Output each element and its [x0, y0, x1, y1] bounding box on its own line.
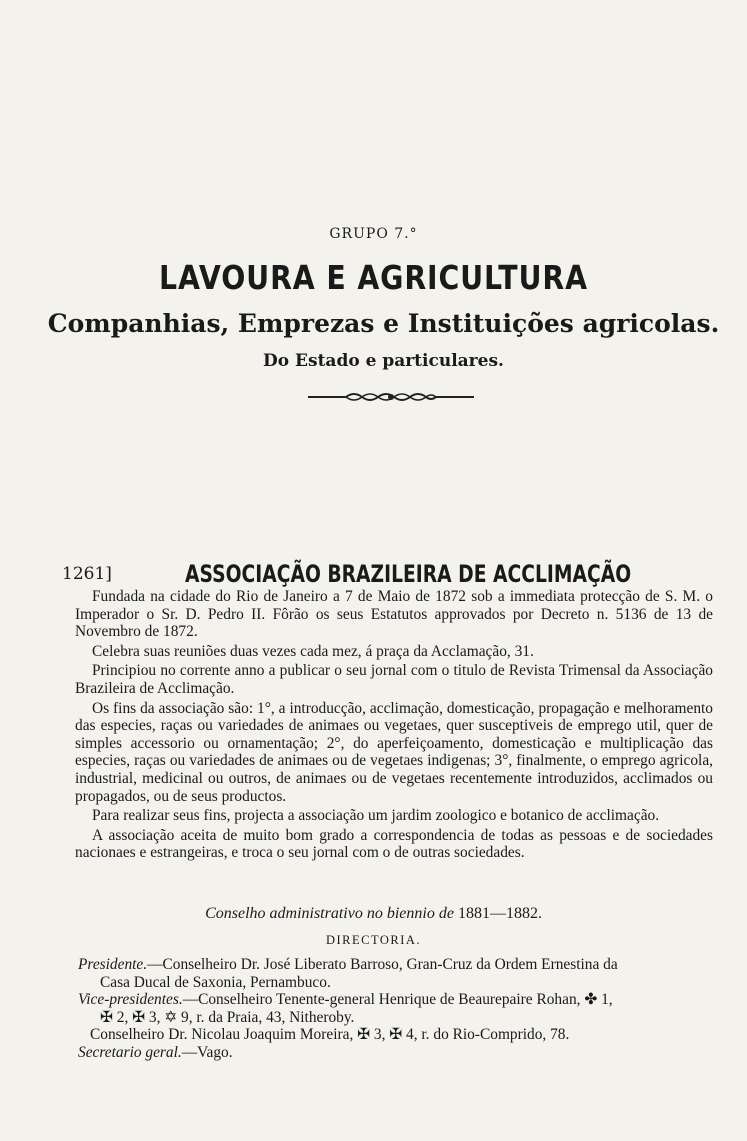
roster-line [78, 1026, 714, 1044]
roster-line [78, 1009, 714, 1027]
directoria-heading: DIRECTORIA. [325, 933, 422, 947]
section-title: LAVOURA E AGRICULTURA [159, 258, 588, 297]
roster-label: Vice-presidentes. [78, 991, 183, 1008]
entry-number: 1261] [62, 564, 112, 584]
paragraph-aims: Os fins da associação são: 1°, a introducção, acclimação, domesticação, propagação e melhoramento das especies, raças ou variedades de animaes ou vegetaes, quer susceptiveis de emprego util, quer de simples accessorio ou ornamentação; 2°, do aperfeiçoamento, domesticação e multiplicação das especies, raças ou variedades de animaes ou de vegetaes indigenas; 3°, finalmente, o emprego agricola, industrial, medicinal ou outros, de animaes ou de vegetaes recentemente introduzidos, acclimados ou propagados, ou de seus productos. [75, 699, 713, 805]
council-label: Conselho administrativo no biennio de [205, 905, 454, 922]
roster-line [78, 1044, 714, 1062]
entry-heading: ASSOCIAÇÃO BRAZILEIRA DE ACCLIMAÇÃO [185, 560, 632, 588]
roster-line [78, 956, 714, 974]
roster-label: Secretario geral. [78, 1043, 182, 1061]
roster-line [78, 974, 714, 992]
section-subtitle: Companhias, Emprezas e Instituições agricolas. [47, 309, 720, 338]
group-label: GRUPO 7.° [329, 226, 418, 242]
roster-text: Casa Ducal de Saxonia, Pernambuco. [100, 973, 331, 991]
roster-text: ✠ 2, ✠ 3, ✡ 9, r. da Praia, 43, Nitheroby. [100, 1008, 355, 1026]
council-heading [0, 905, 747, 923]
entry-body [75, 588, 713, 864]
roster-text: Conselheiro Dr. Nicolau Joaquim Moreira, ✠ 3, ✠ 4, r. do Rio-Comprido, 78. [90, 1026, 570, 1043]
paragraph-journal: Principiou no corrente anno a publicar o seu jornal com o titulo de Revista Trimensal da Associação Brazileira de Acclimação. [75, 662, 713, 697]
paragraph-foundation: Fundada na cidade do Rio de Janeiro a 7 de Maio de 1872 sob a immediata protecção de S. M. o Imperador o Sr. D. Pedro II. Fôrão os seus Estatutos approvados por Decreto n. 5136 de 13 de Novembro de 1872. [75, 588, 713, 641]
roster-label: Presidente. [78, 956, 148, 973]
roster-line [78, 991, 714, 1009]
ornament-divider-icon [306, 390, 476, 404]
paragraph-correspondence: A associação aceita de muito bom grado a correspondencia de todas as pessoas e de sociedades nacionaes e estrangeiras, e troca o seu jornal com o de outras sociedades. [75, 826, 713, 862]
paragraph-meetings: Celebra suas reuniões duas vezes cada mez, á praça da Acclamação, 31. [92, 642, 534, 660]
directoria-roster [78, 956, 714, 1061]
section-subsubtitle: Do Estado e particulares. [263, 351, 504, 371]
roster-text: —Vago. [181, 1043, 233, 1061]
paragraph-garden: Para realizar seus fins, projecta a associação um jardim zoologico e botanico de acclimação. [92, 807, 660, 825]
council-years: 1881—1882. [457, 905, 542, 922]
roster-text: —Conselheiro Tenente-general Henrique de Beaurepaire Rohan, ✤ 1, [182, 991, 613, 1008]
roster-text: —Conselheiro Dr. José Liberato Barroso, Gran-Cruz da Ordem Ernestina da [147, 956, 618, 973]
